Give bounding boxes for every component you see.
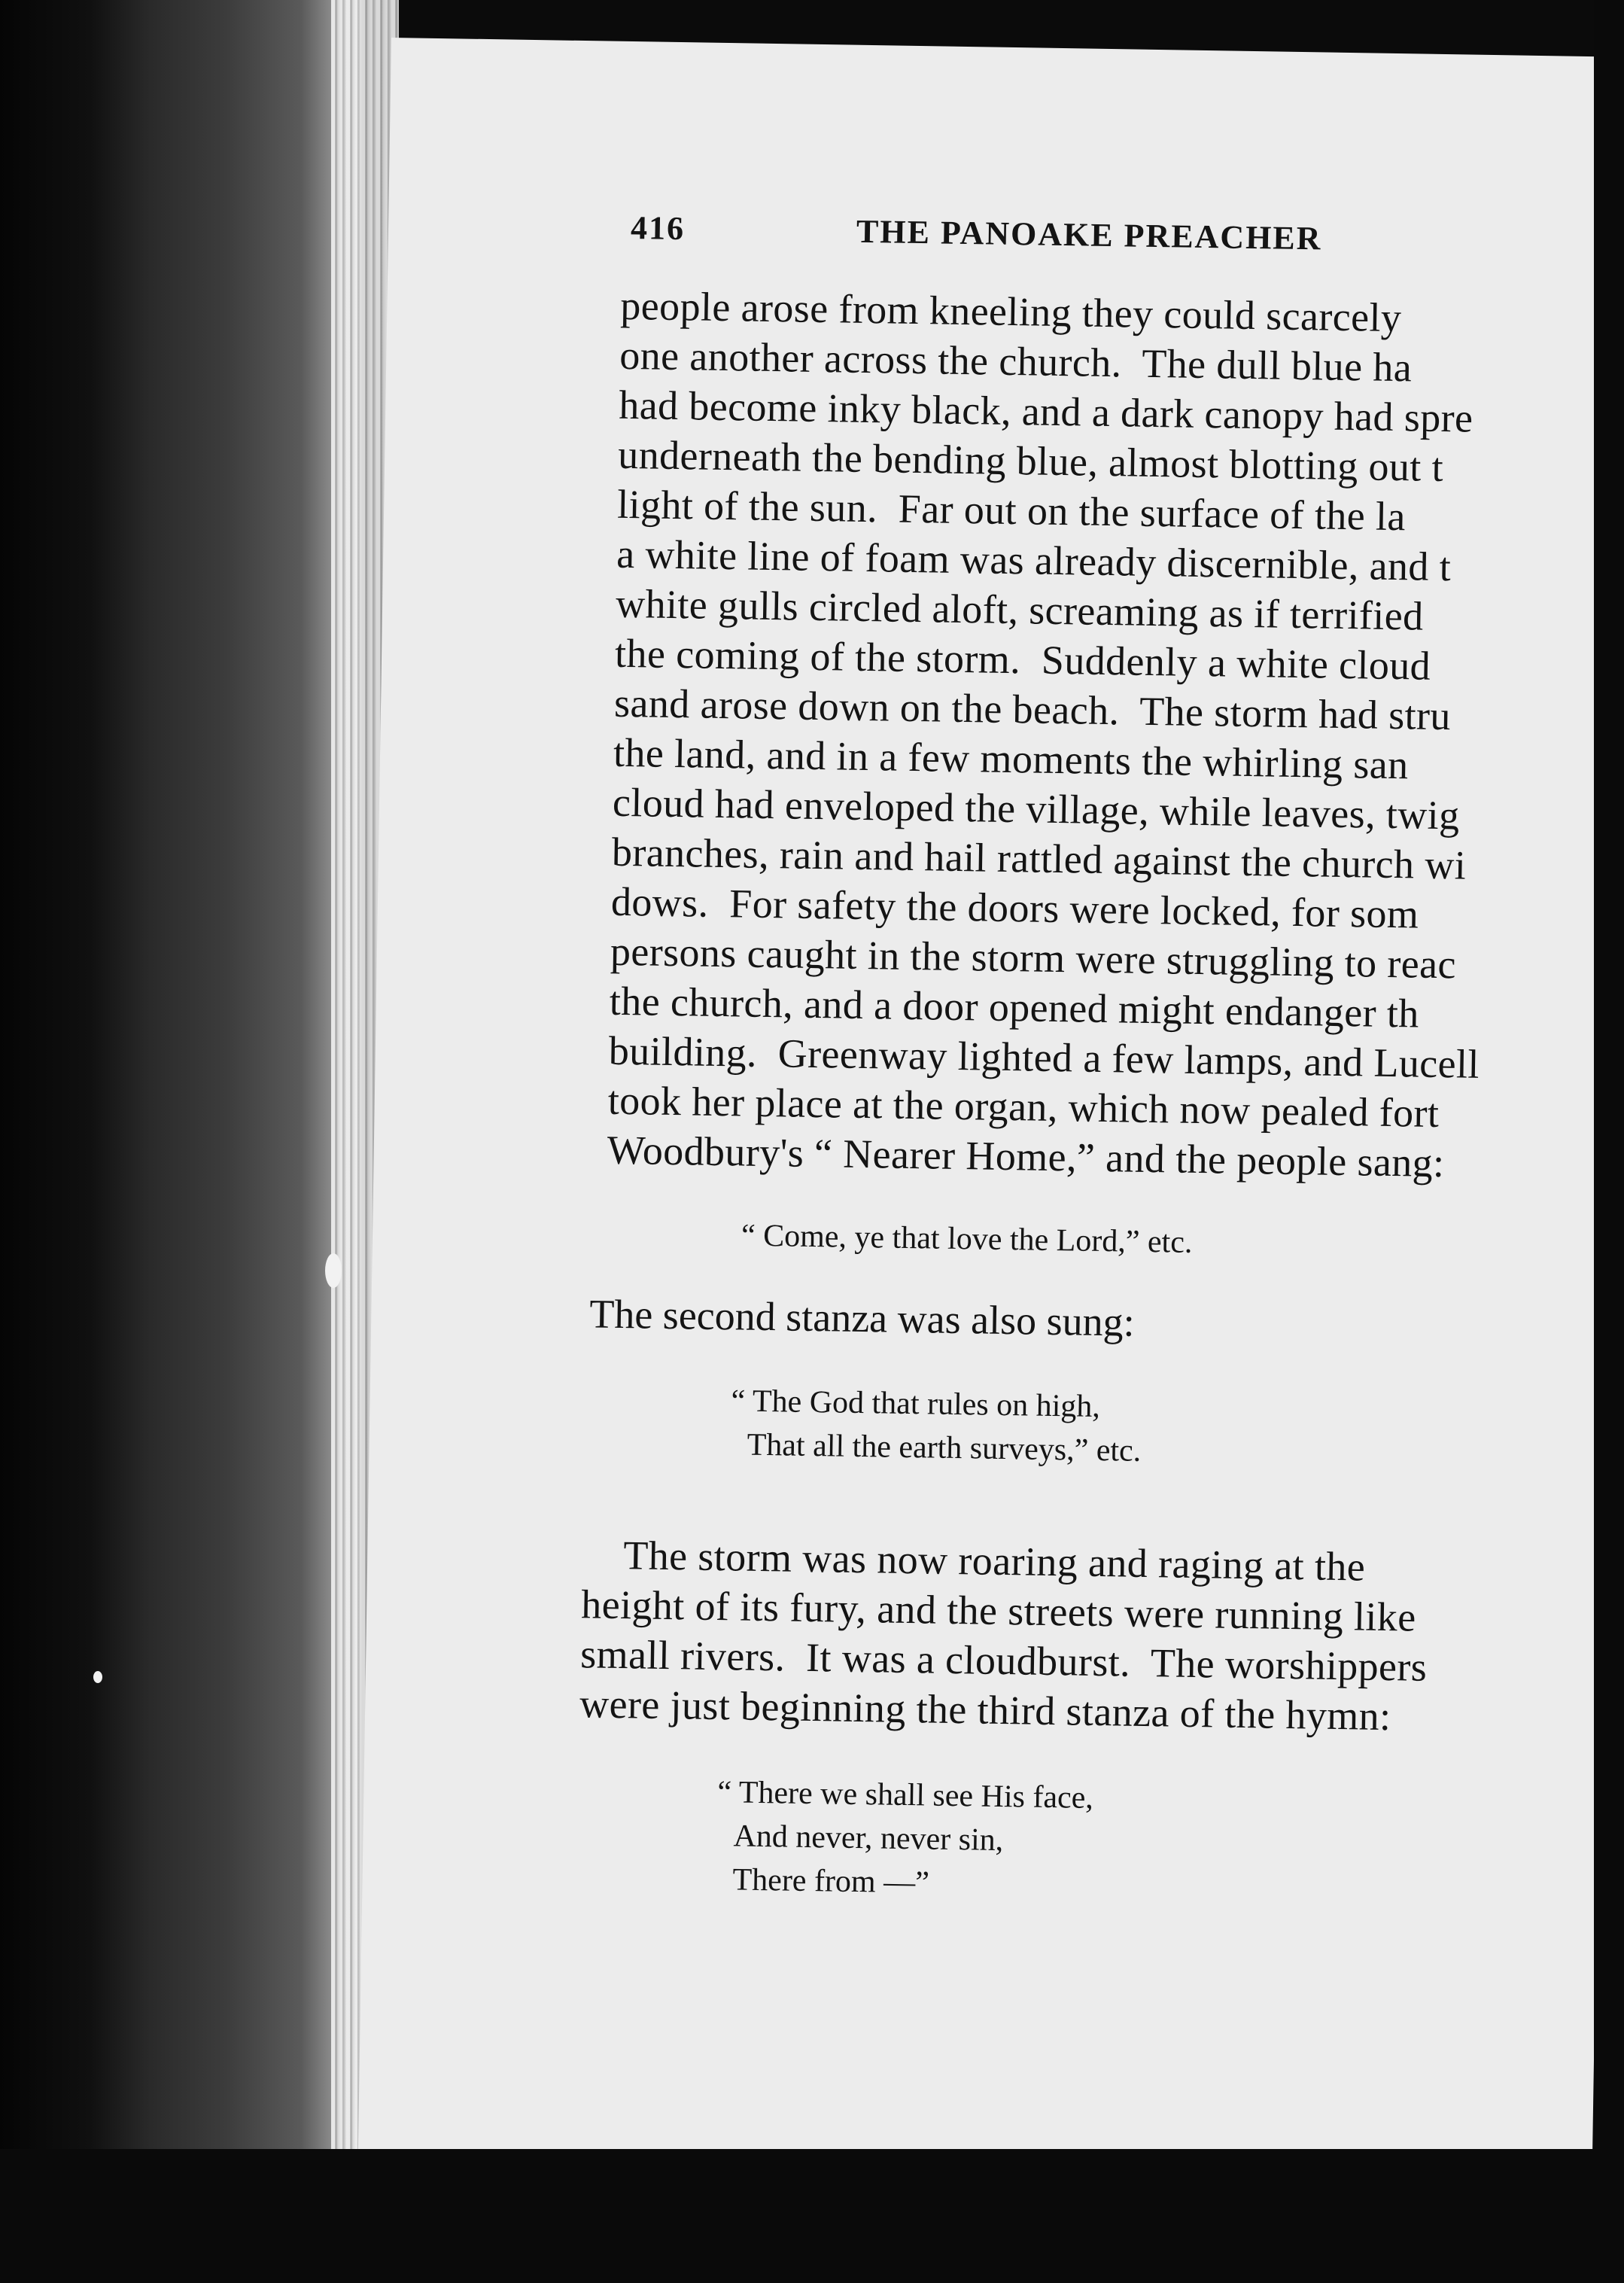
hymn-line: That all the earth surveys,” etc. — [747, 1427, 1142, 1469]
text-line: branches, rain and hail rattled against the church wi — [611, 829, 1467, 888]
running-head-title: THE PANOAKE PREACHER — [856, 212, 1322, 257]
text-line: Woodbury's “ Nearer Home,” and the people sang: — [607, 1127, 1445, 1186]
text-line: were just beginning the third stanza of the hymn: — [579, 1681, 1391, 1740]
hymn-line: There from —” — [732, 1862, 930, 1901]
scanner-background-bottom — [0, 2149, 1624, 2283]
page-number: 416 — [630, 209, 686, 248]
running-head — [631, 209, 1624, 270]
text-line: cloud had enveloped the village, while leaves, twig — [612, 779, 1460, 839]
scan-speck — [325, 1253, 342, 1288]
text-line: the church, and a door opened might endanger th — [609, 978, 1420, 1036]
text-line: The second stanza was also sung: — [588, 1291, 1136, 1345]
text-line: The storm was now roaring and raging at the — [622, 1533, 1366, 1590]
text-line: had become inky black, and a dark canopy had spre — [618, 382, 1473, 441]
text-line: people arose from kneeling they could scarcely — [619, 282, 1402, 341]
text-line: dows. For safety the doors were locked, for som — [610, 878, 1419, 937]
hymn-line: “ Come, ye that love the Lord,” etc. — [741, 1218, 1193, 1260]
hymn-line: “ The God that rules on high, — [731, 1383, 1101, 1425]
text-line: height of its fury, and the streets were running like — [580, 1581, 1417, 1640]
text-line: took her place at the organ, which now pealed fort — [607, 1077, 1440, 1137]
text-line: small rivers. It was a cloudburst. The worshippers — [579, 1631, 1428, 1690]
text-line: the coming of the storm. Suddenly a white cloud — [614, 630, 1431, 689]
text-line: light of the sun. Far out on the surface of the la — [616, 481, 1407, 540]
scan-speck — [93, 1671, 102, 1683]
text-line: sand arose down on the beach. The storm had stru — [613, 680, 1452, 739]
hymn-line: And never, never sin, — [733, 1819, 1004, 1858]
scanner-background-right — [1594, 0, 1624, 2283]
text-line: persons caught in the storm were struggling to reac — [610, 928, 1457, 988]
book-spine — [0, 0, 361, 2283]
text-line: white gulls circled aloft, screaming as if terrified — [615, 580, 1424, 639]
hymn-line: “ There we shall see His face, — [717, 1775, 1094, 1816]
text-line: building. Greenway lighted a few lamps, and Lucell — [608, 1027, 1480, 1087]
text-line: one another across the church. The dull blue ha — [619, 332, 1413, 391]
text-line: a white line of foam was already discernible, and t — [616, 531, 1452, 590]
text-line: the land, and in a few moments the whirling san — [613, 729, 1410, 788]
book-page — [358, 38, 1624, 2175]
text-line: underneath the bending blue, almost blotting out t — [617, 431, 1444, 491]
